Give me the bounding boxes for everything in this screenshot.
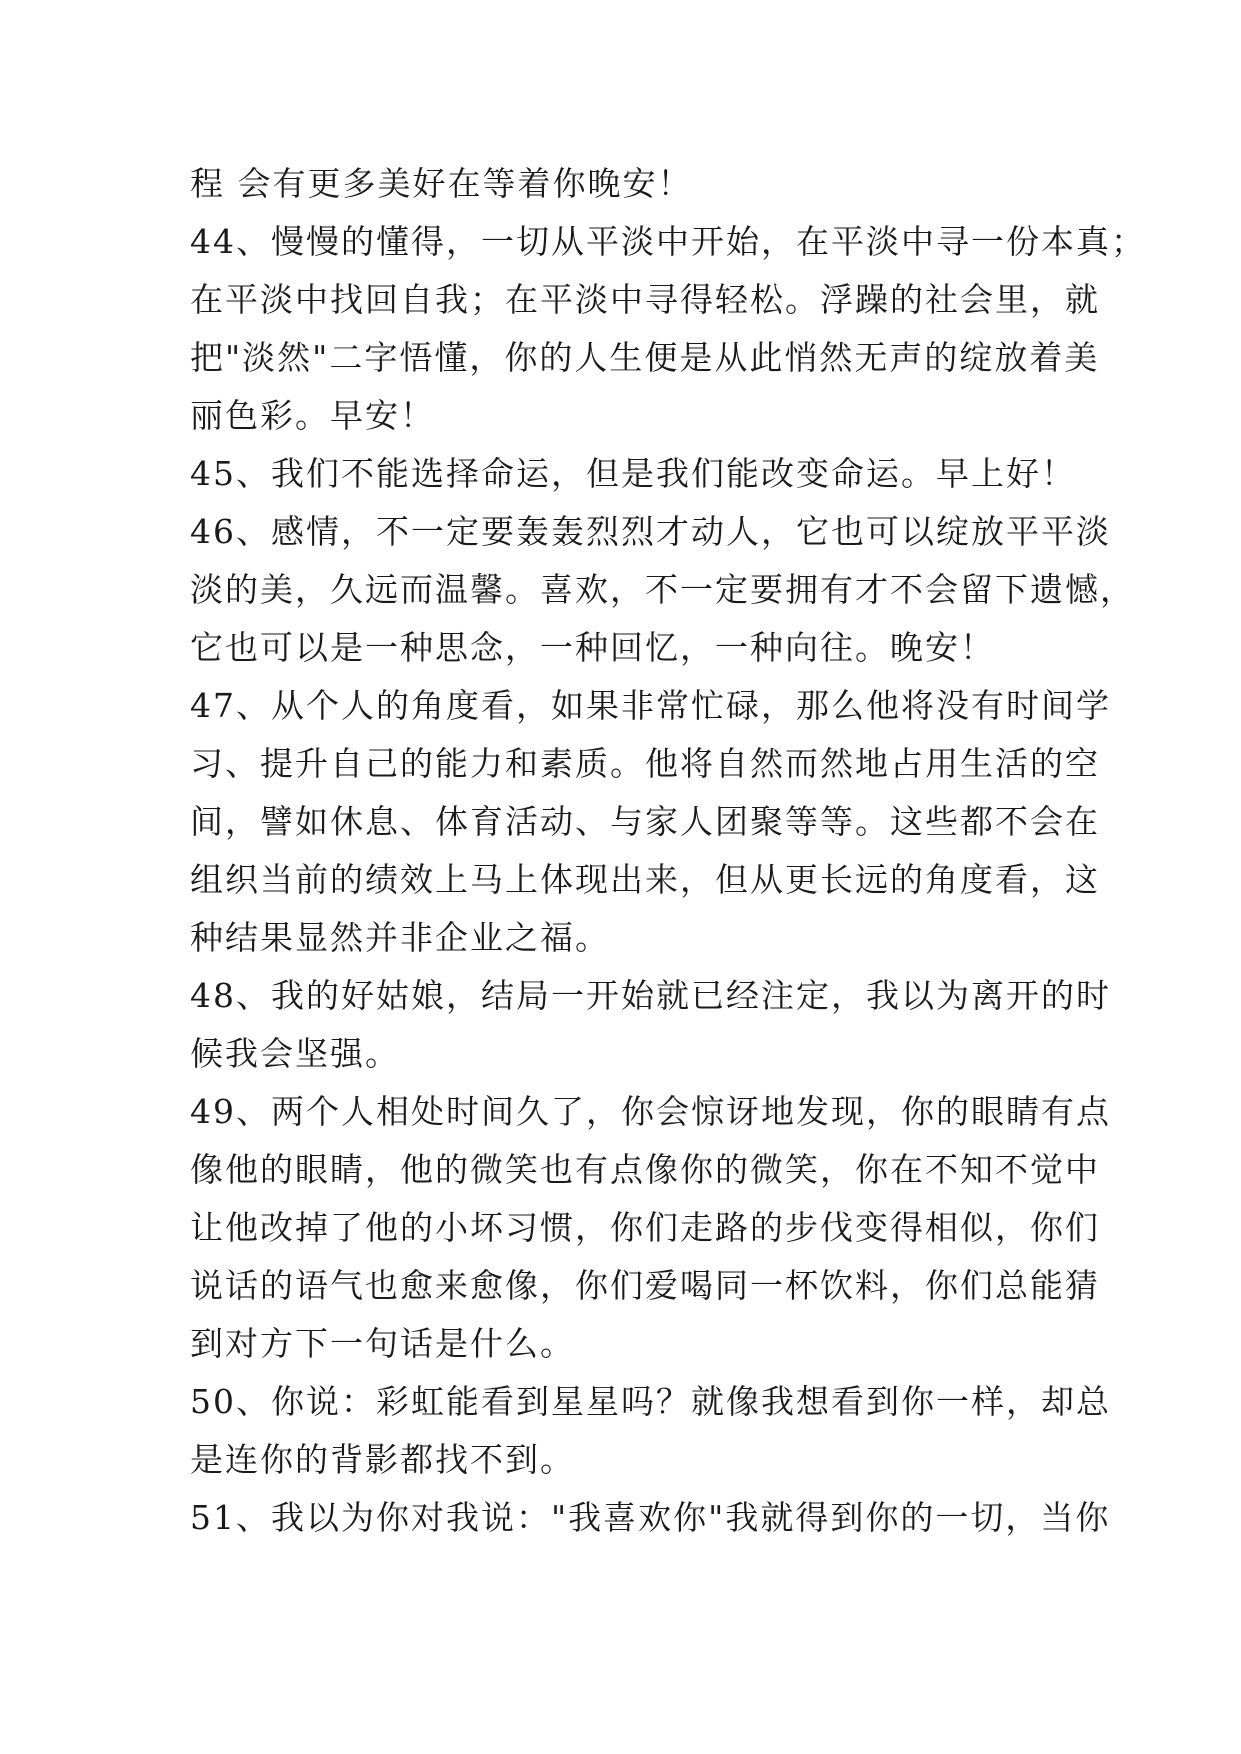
text-line: 间，譬如休息、体育活动、与家人团聚等等。这些都不会在	[190, 802, 1100, 841]
text-line: 在平淡中找回自我；在平淡中寻得轻松。浮躁的社会里，就	[190, 280, 1100, 319]
text-line: 49、两个人相处时间久了，你会惊讶地发现，你的眼睛有点	[190, 1092, 1111, 1131]
text-line: 46、感情，不一定要轰轰烈烈才动人，它也可以绽放平平淡	[190, 512, 1111, 551]
text-line: 44、慢慢的懂得，一切从平淡中开始，在平淡中寻一份本真；	[190, 222, 1146, 261]
text-line: 像他的眼睛，他的微笑也有点像你的微笑，你在不知不觉中	[190, 1150, 1100, 1189]
text-line: 是连你的背影都找不到。	[190, 1440, 575, 1479]
text-line: 丽色彩。早安！	[190, 396, 435, 435]
text-line: 习、提升自己的能力和素质。他将自然而然地占用生活的空	[190, 744, 1100, 783]
text-line: 种结果显然并非企业之福。	[190, 918, 610, 957]
text-line: 组织当前的绩效上马上体现出来，但从更长远的角度看，这	[190, 860, 1100, 899]
text-line: 45、我们不能选择命运，但是我们能改变命运。早上好！	[190, 454, 1076, 493]
text-line: 50、你说：彩虹能看到星星吗？就像我想看到你一样，却总	[190, 1382, 1111, 1421]
text-line: 淡的美，久远而温馨。喜欢，不一定要拥有才不会留下遗憾，	[190, 570, 1135, 609]
text-line: 候我会坚强。	[190, 1034, 400, 1073]
text-line: 到对方下一句话是什么。	[190, 1324, 575, 1363]
text-line: 让他改掉了他的小坏习惯，你们走路的步伐变得相似，你们	[190, 1208, 1100, 1247]
text-line: 它也可以是一种思念，一种回忆，一种向往。晚安！	[190, 628, 995, 667]
text-line: 说话的语气也愈来愈像，你们爱喝同一杯饮料，你们总能猜	[190, 1266, 1100, 1305]
text-line: 51、我以为你对我说："我喜欢你"我就得到你的一切，当你	[190, 1498, 1111, 1537]
text-line: 程 会有更多美好在等着你晚安！	[190, 164, 693, 203]
text-line: 47、从个人的角度看，如果非常忙碌，那么他将没有时间学	[190, 686, 1111, 725]
text-line: 48、我的好姑娘，结局一开始就已经注定，我以为离开的时	[190, 976, 1111, 1015]
text-line: 把"淡然"二字悟懂，你的人生便是从此悄然无声的绽放着美	[190, 338, 1100, 377]
